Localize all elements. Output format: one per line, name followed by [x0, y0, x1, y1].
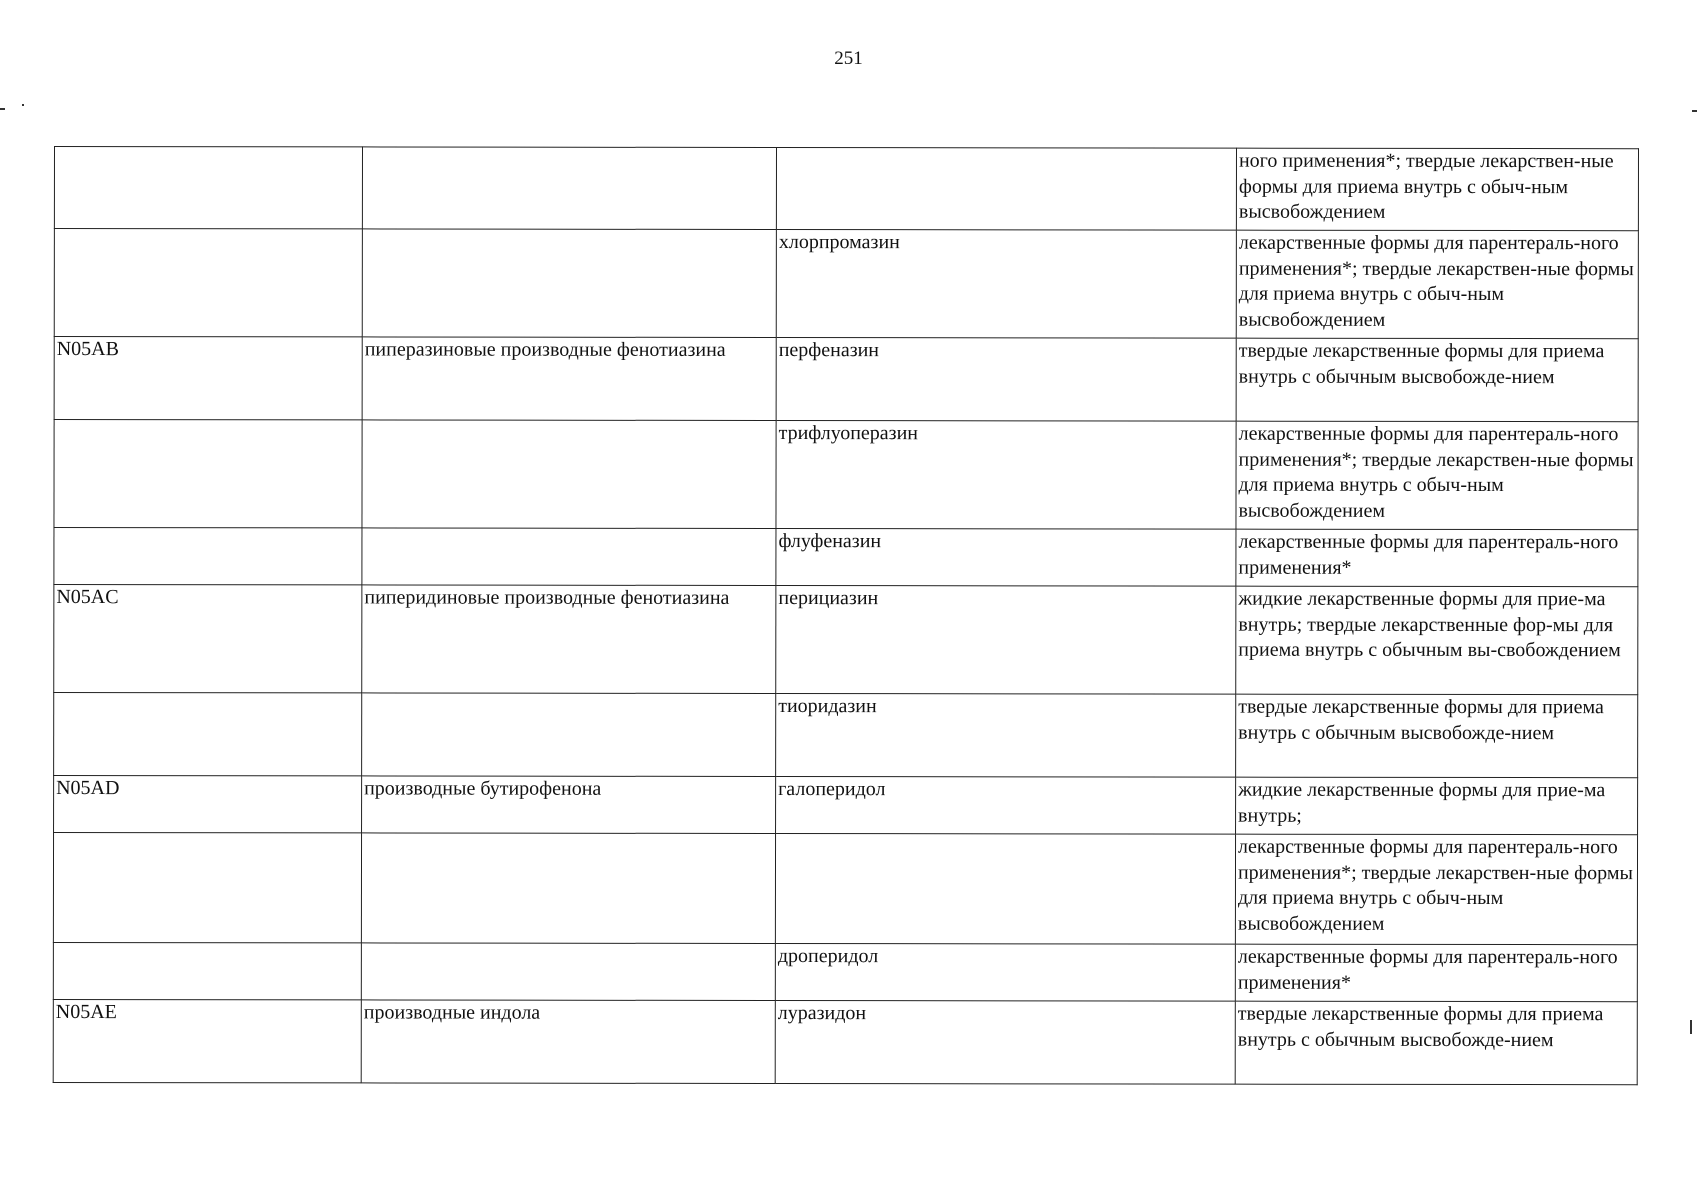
table-row: [53, 942, 1637, 1001]
atc-code-cell: N05AC: [54, 585, 362, 693]
drug-name-cell: луразидон: [775, 1001, 1235, 1085]
table-row: [54, 528, 1638, 587]
scan-mark-right: [1692, 110, 1697, 112]
dosage-form-cell: лекарственные формы для парентераль-ного применения*: [1236, 529, 1638, 587]
atc-code-cell: [54, 528, 362, 585]
table-row: [54, 337, 1638, 422]
drug-name-cell: галоперидол: [776, 777, 1236, 835]
scan-mark-left: [0, 108, 5, 110]
atc-code-cell: [54, 693, 362, 776]
medication-table: [53, 146, 1639, 1085]
dosage-form-cell: лекарственные формы для парентераль-ного применения*; твердые лекарствен-ные формы для приема внутрь с обыч-ным высвобождением: [1235, 834, 1637, 945]
drug-group-cell: производные бутирофенона: [362, 776, 776, 834]
dosage-form-cell: лекарственные формы для парентераль-ного применения*; твердые лекарствен-ные формы для приема внутрь с обыч-ным высвобождением: [1236, 230, 1638, 339]
drug-group-cell: [362, 420, 776, 529]
dosage-form-cell: жидкие лекарственные формы для прие-ма внутрь; твердые лекарственные фор-мы для приема внутрь с обычным вы-свобождением: [1236, 586, 1638, 695]
atc-code-cell: [54, 229, 362, 337]
table-row: [54, 420, 1638, 530]
dosage-form-cell: лекарственные формы для парентераль-ного применения*; твердые лекарствен-ные формы для приема внутрь с обыч-ным высвобождением: [1236, 421, 1638, 530]
drug-name-cell: флуфеназин: [776, 529, 1236, 587]
drug-group-cell: [361, 943, 775, 1001]
table-row: [54, 776, 1638, 835]
table-row: [53, 999, 1637, 1084]
atc-code-cell: [53, 942, 361, 999]
atc-code-cell: [54, 420, 362, 528]
dosage-form-cell: твердые лекарственные формы для приема внутрь с обычным высвобожде-нием: [1236, 694, 1638, 778]
dosage-form-cell: твердые лекарственные формы для приема внутрь с обычным высвобожде-нием: [1235, 1001, 1637, 1085]
drug-name-cell: перициазин: [776, 586, 1236, 695]
dosage-form-cell: жидкие лекарственные формы для прие-ма внутрь;: [1236, 777, 1638, 835]
table-row: [54, 229, 1638, 339]
dosage-form-cell: твердые лекарственные формы для приема внутрь с обычным высвобожде-нием: [1236, 338, 1638, 422]
table-row: [54, 147, 1638, 231]
drug-group-cell: [362, 528, 776, 586]
atc-code-cell: [53, 833, 361, 943]
drug-group-cell: пиперидиновые производные фенотиазина: [362, 585, 776, 694]
drug-name-cell: перфеназин: [776, 338, 1236, 422]
drug-name-cell: дроперидол: [775, 944, 1235, 1002]
drug-name-cell: трифлуоперазин: [776, 421, 1236, 530]
atc-code-cell: N05AD: [54, 776, 362, 833]
drug-group-cell: [362, 147, 776, 230]
scan-mark-left-dot: [22, 104, 24, 106]
scan-mark-right-edge: [1690, 1020, 1692, 1034]
atc-code-cell: N05AE: [53, 999, 361, 1082]
drug-name-cell: [776, 148, 1236, 231]
drug-group-cell: производные индола: [361, 1000, 775, 1084]
dosage-form-cell: ного применения*; твердые лекарствен-ные формы для приема внутрь с обыч-ным высвобождением: [1236, 148, 1638, 231]
drug-name-cell: хлорпромазин: [776, 230, 1236, 339]
atc-code-cell: N05AB: [54, 337, 362, 420]
drug-group-cell: [362, 693, 776, 777]
drug-group-cell: пиперазиновые производные фенотиазина: [362, 337, 776, 421]
table-row: [54, 585, 1638, 695]
drug-group-cell: [361, 833, 775, 944]
atc-code-cell: [54, 147, 362, 229]
drug-name-cell: тиоридазин: [776, 694, 1236, 778]
table-row: [54, 693, 1638, 778]
table-row: [53, 833, 1637, 945]
page-number: 251: [834, 48, 863, 69]
drug-name-cell: [775, 834, 1235, 945]
dosage-form-cell: лекарственные формы для парентераль-ного применения*: [1235, 944, 1637, 1002]
drug-group-cell: [362, 229, 776, 338]
